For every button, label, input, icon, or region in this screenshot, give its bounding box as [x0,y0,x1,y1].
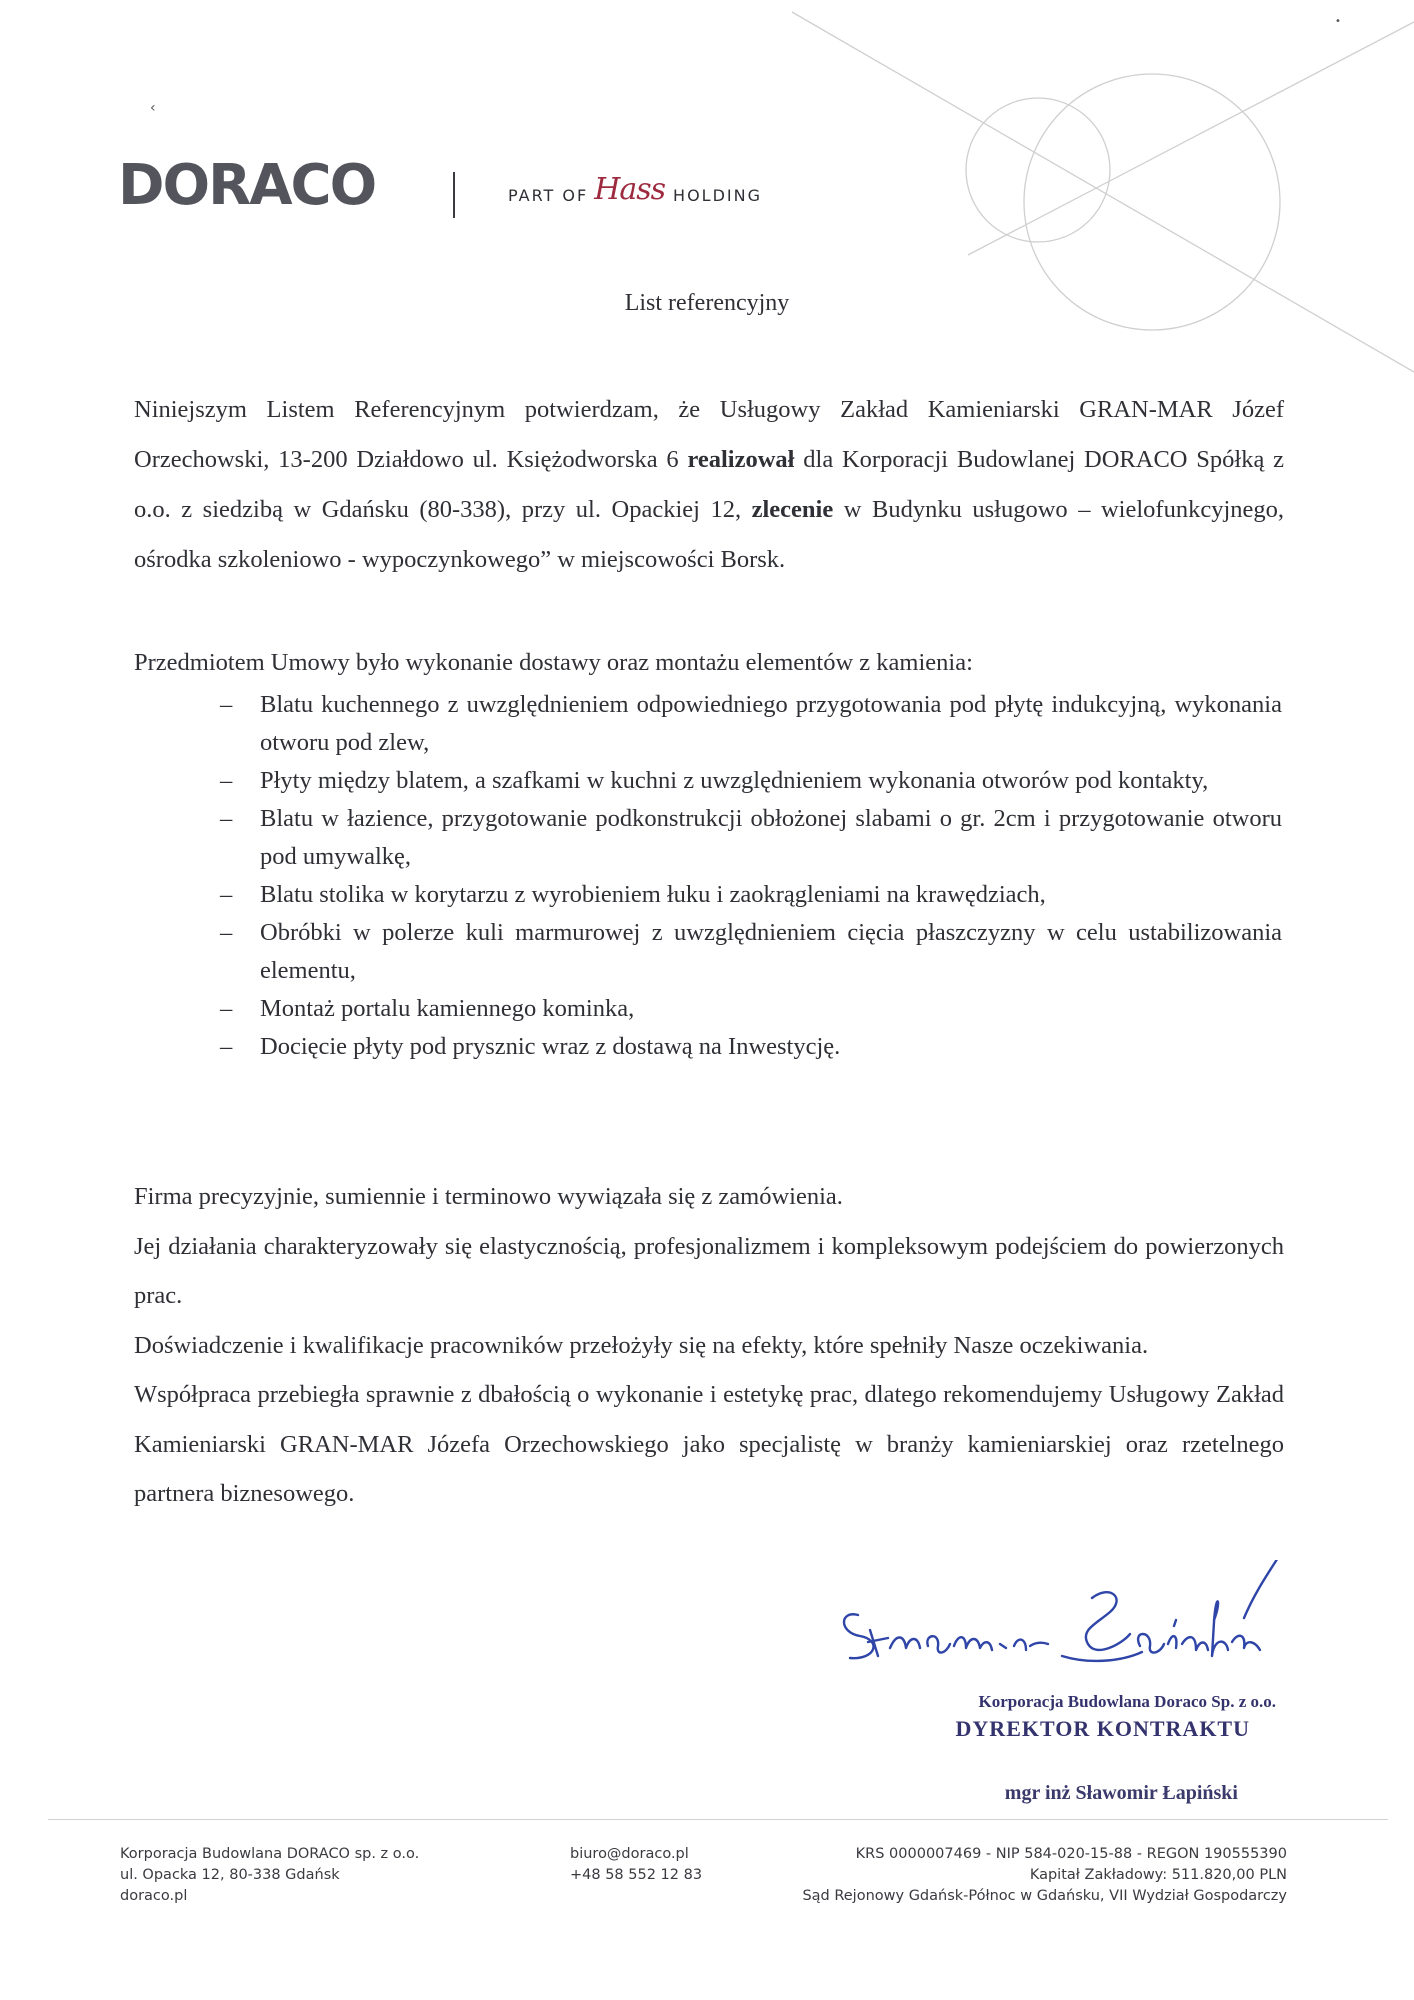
holding-suffix: HOLDING [673,185,762,205]
scan-mark: ‹ [150,100,156,116]
logo-divider [453,172,455,218]
intro-paragraph [134,385,1284,585]
hass-logo: Hass [594,171,666,207]
footer-email-link[interactable]: biuro@doraco.pl [570,1846,689,1862]
intro-text: w Budynku usługowo – wielofunkcyjnego, ośrodka szkoleniowo - wypoczynkowego” w miejscowości Borsk. [134,496,1284,573]
footer-registry-numbers: KRS 0000007469 - NIP 584-020-15-88 - REGON 190555390 [855,1846,1287,1862]
closing-paragraph: Firma precyzyjnie, sumiennie i terminowo wywiązała się z zamówienia. [134,1183,843,1210]
footer-divider [48,1819,1388,1820]
scan-mark: • [1335,16,1341,27]
scope-item: – Blatu stolika w korytarzu z wyrobieniem łuku i zaokrągleniami na krawędziach, [220,876,1282,914]
scope-item: – Obróbki w polerze kuli marmurowej z uwzględnieniem cięcia płaszczyzny w celu ustabilizowania elementu, [220,914,1282,990]
scope-item: – Docięcie płyty pod prysznic wraz z dostawą na Inwestycję. [220,1028,1282,1066]
holding-prefix: PART OF [508,185,589,205]
closing-paragraph: Jej działania charakteryzowały się elastycznością, profesjonalizmem i kompleksowym podejściem do powierzonych prac. [134,1232,1284,1309]
intro-emphasis: realizował [687,446,795,473]
footer-capital: Kapitał Zakładowy: 511.820,00 PLN [1029,1867,1287,1883]
scope-item: – Płyty między blatem, a szafkami w kuchni z uwzględnieniem wykonania otworów pod kontakty, [220,762,1282,800]
intro-text: Niniejszym Listem Referencyjnym potwierdzam, że Usługowy Zakład Kamieniarski GRAN-MAR Józef Orzechowski, 13-200 Działdowo ul. Księżodworska 6 [134,396,1284,473]
signatory-name: mgr inż Sławomir Łapiński [1004,1782,1238,1804]
intro-text: dla Korporacji Budowlanej DORACO Spółką z o.o. z siedzibą w Gdańsku (80-338), przy ul. Opackiej 12, [134,446,1284,523]
footer-address: ul. Opacka 12, 80-338 Gdańsk [120,1867,340,1883]
footer-phone: +48 58 552 12 83 [570,1867,703,1883]
footer-court: Sąd Rejonowy Gdańsk-Północ w Gdańsku, VII Wydział Gospodarczy [802,1888,1287,1904]
closing-paragraph: Doświadczenie i kwalifikacje pracowników przełożyły się na efekty, które spełniły Nasze oczekiwania. [134,1331,1149,1359]
scope-item: – Blatu w łazience, przygotowanie podkonstrukcji obłożonej slabami o gr. 2cm i przygotowanie otworu pod umywalkę, [220,800,1282,876]
scope-item: – Blatu kuchennego z uwzględnieniem odpowiedniego przygotowania pod płytę indukcyjną, wykonania otworu pod zlew, [220,686,1282,762]
subject-intro: Przedmiotem Umowy było wykonanie dostawy oraz montażu elementów z kamienia: [134,649,973,676]
footer-website-link[interactable]: doraco.pl [120,1888,188,1904]
doraco-logo: DORACO [118,153,376,218]
footer-registry [0,1844,1287,1907]
scope-item: – Montaż portalu kamiennego kominka, [220,990,1282,1028]
closing-section [134,1172,1284,1519]
footer-company-name: Korporacja Budowlana DORACO sp. z o.o. [120,1846,420,1862]
stamp-role: DYREKTOR KONTRAKTU [955,1716,1250,1741]
scope-list [220,686,1282,1066]
holding-tagline [508,171,762,215]
stamp-company: Korporacja Budowlana Doraco Sp. z o.o. [978,1692,1276,1711]
letter-title: List referencyjny [624,290,790,316]
intro-emphasis: zlecenie [751,496,834,523]
handwritten-signature [830,1560,1350,1680]
closing-paragraph: Współpraca przebiegła sprawnie z dbałością o wykonanie i estetykę prac, dlatego rekomendujemy Usługowy Zakład Kamieniarski GRAN-MAR Józefa Orzechowskiego jako specjalistę w branży kamieniarskiej oraz rzetelnego partnera biznesowego. [134,1381,1284,1507]
